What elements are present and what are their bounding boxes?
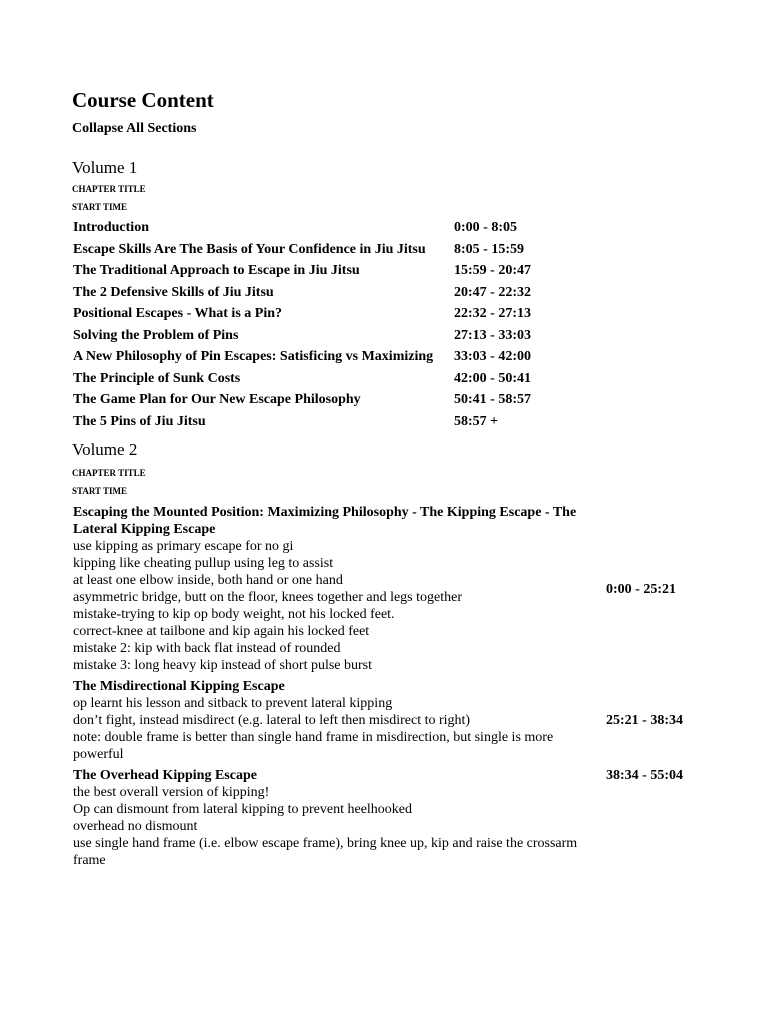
chapter-title: The 2 Defensive Skills of Jiu Jitsu xyxy=(73,284,274,300)
chapter-row[interactable] xyxy=(72,260,531,282)
chapter-title: Introduction xyxy=(73,220,149,236)
course-content xyxy=(72,86,712,872)
chapter-row[interactable] xyxy=(72,766,683,872)
chapter-start-time: 22:32 - 27:13 xyxy=(454,306,531,322)
volume-2-section xyxy=(72,439,712,872)
chapter-note: asymmetric bridge, butt on the floor, knees together and legs together xyxy=(73,590,462,605)
chapter-note: use single hand frame (i.e. elbow escape frame), bring knee up, kip and raise the crossarm frame xyxy=(73,836,578,868)
volume-2-chapter-table xyxy=(72,503,683,872)
chapter-note: don’t fight, instead misdirect (e.g. lateral to left then misdirect to right) xyxy=(73,713,471,728)
chapter-start-time: 38:34 - 55:04 xyxy=(606,768,683,783)
chapter-start-time: 25:21 - 38:34 xyxy=(606,713,683,728)
chapter-title: The Traditional Approach to Escape in Jiu Jitsu xyxy=(73,263,360,279)
chapter-title: The 5 Pins of Jiu Jitsu xyxy=(73,413,206,429)
chapter-row[interactable] xyxy=(72,346,531,368)
chapter-row[interactable] xyxy=(72,368,531,390)
chapter-title: Escaping the Mounted Position: Maximizing Philosophy - The Kipping Escape - The Lateral Kipping Escape xyxy=(73,505,577,537)
chapter-note: mistake 2: kip with back flat instead of rounded xyxy=(73,641,341,656)
chapter-note: mistake 3: long heavy kip instead of short pulse burst xyxy=(73,658,373,673)
chapter-start-time: 42:00 - 50:41 xyxy=(454,370,531,386)
chapter-row[interactable] xyxy=(72,411,531,433)
volume-1-section xyxy=(72,157,712,432)
chapter-title: The Game Plan for Our New Escape Philosophy xyxy=(73,392,361,408)
chapter-start-time: 20:47 - 22:32 xyxy=(454,284,531,300)
chapter-start-time: 8:05 - 15:59 xyxy=(454,241,524,257)
chapter-note: note: double frame is better than single hand frame in misdirection, but single is more powerful xyxy=(73,730,554,762)
chapter-row[interactable] xyxy=(72,503,683,677)
volume-title[interactable]: Volume 2 xyxy=(72,440,138,459)
chapter-title: The Overhead Kipping Escape xyxy=(73,768,257,783)
chapter-row[interactable] xyxy=(72,217,531,239)
chapter-row[interactable] xyxy=(72,677,683,766)
chapter-row[interactable] xyxy=(72,325,531,347)
chapter-start-time: 27:13 - 33:03 xyxy=(454,327,531,343)
chapter-note: correct-knee at tailbone and kip again his locked feet xyxy=(73,624,370,639)
chapter-row[interactable] xyxy=(72,389,531,411)
chapter-note: Op can dismount from lateral kipping to prevent heelhooked xyxy=(73,802,413,817)
volume-1-chapter-table xyxy=(72,217,531,432)
chapter-title: The Principle of Sunk Costs xyxy=(73,370,241,386)
chapter-note: overhead no dismount xyxy=(73,819,198,834)
collapse-all-sections-link[interactable]: Collapse All Sections xyxy=(72,121,197,136)
chapter-title: Positional Escapes - What is a Pin? xyxy=(73,306,282,322)
chapter-start-time: 50:41 - 58:57 xyxy=(454,392,531,408)
chapter-cell xyxy=(72,677,605,766)
chapter-title: Solving the Problem of Pins xyxy=(73,327,239,343)
chapter-cell xyxy=(72,766,605,872)
page-title: Course Content xyxy=(72,88,214,112)
column-header-start-time: START TIME xyxy=(72,202,127,212)
chapter-note: mistake-trying to kip op body weight, not his locked feet. xyxy=(73,607,395,622)
chapter-start-time: 0:00 - 8:05 xyxy=(454,220,517,236)
chapter-start-time: 15:59 - 20:47 xyxy=(454,263,531,279)
chapter-start-time: 0:00 - 25:21 xyxy=(606,581,676,597)
chapter-row[interactable] xyxy=(72,282,531,304)
chapter-cell xyxy=(72,503,605,677)
volume-title[interactable]: Volume 1 xyxy=(72,158,138,177)
column-header-chapter-title: CHAPTER TITLE xyxy=(72,468,146,478)
chapter-row[interactable] xyxy=(72,239,531,261)
chapter-note: the best overall version of kipping! xyxy=(73,785,270,800)
chapter-note: op learnt his lesson and sitback to prevent lateral kipping xyxy=(73,696,393,711)
chapter-start-time: 58:57 + xyxy=(454,413,499,429)
chapter-note: at least one elbow inside, both hand or one hand xyxy=(73,573,343,588)
chapter-start-time: 33:03 - 42:00 xyxy=(454,349,531,365)
chapter-title: The Misdirectional Kipping Escape xyxy=(73,679,285,694)
column-header-start-time: START TIME xyxy=(72,486,127,496)
chapter-title: A New Philosophy of Pin Escapes: Satisficing vs Maximizing xyxy=(73,349,434,365)
chapter-note: use kipping as primary escape for no gi xyxy=(73,539,294,554)
chapter-row[interactable] xyxy=(72,303,531,325)
chapter-note: kipping like cheating pullup using leg to assist xyxy=(73,556,334,571)
column-header-chapter-title: CHAPTER TITLE xyxy=(72,184,146,194)
chapter-title: Escape Skills Are The Basis of Your Confidence in Jiu Jitsu xyxy=(73,241,426,257)
